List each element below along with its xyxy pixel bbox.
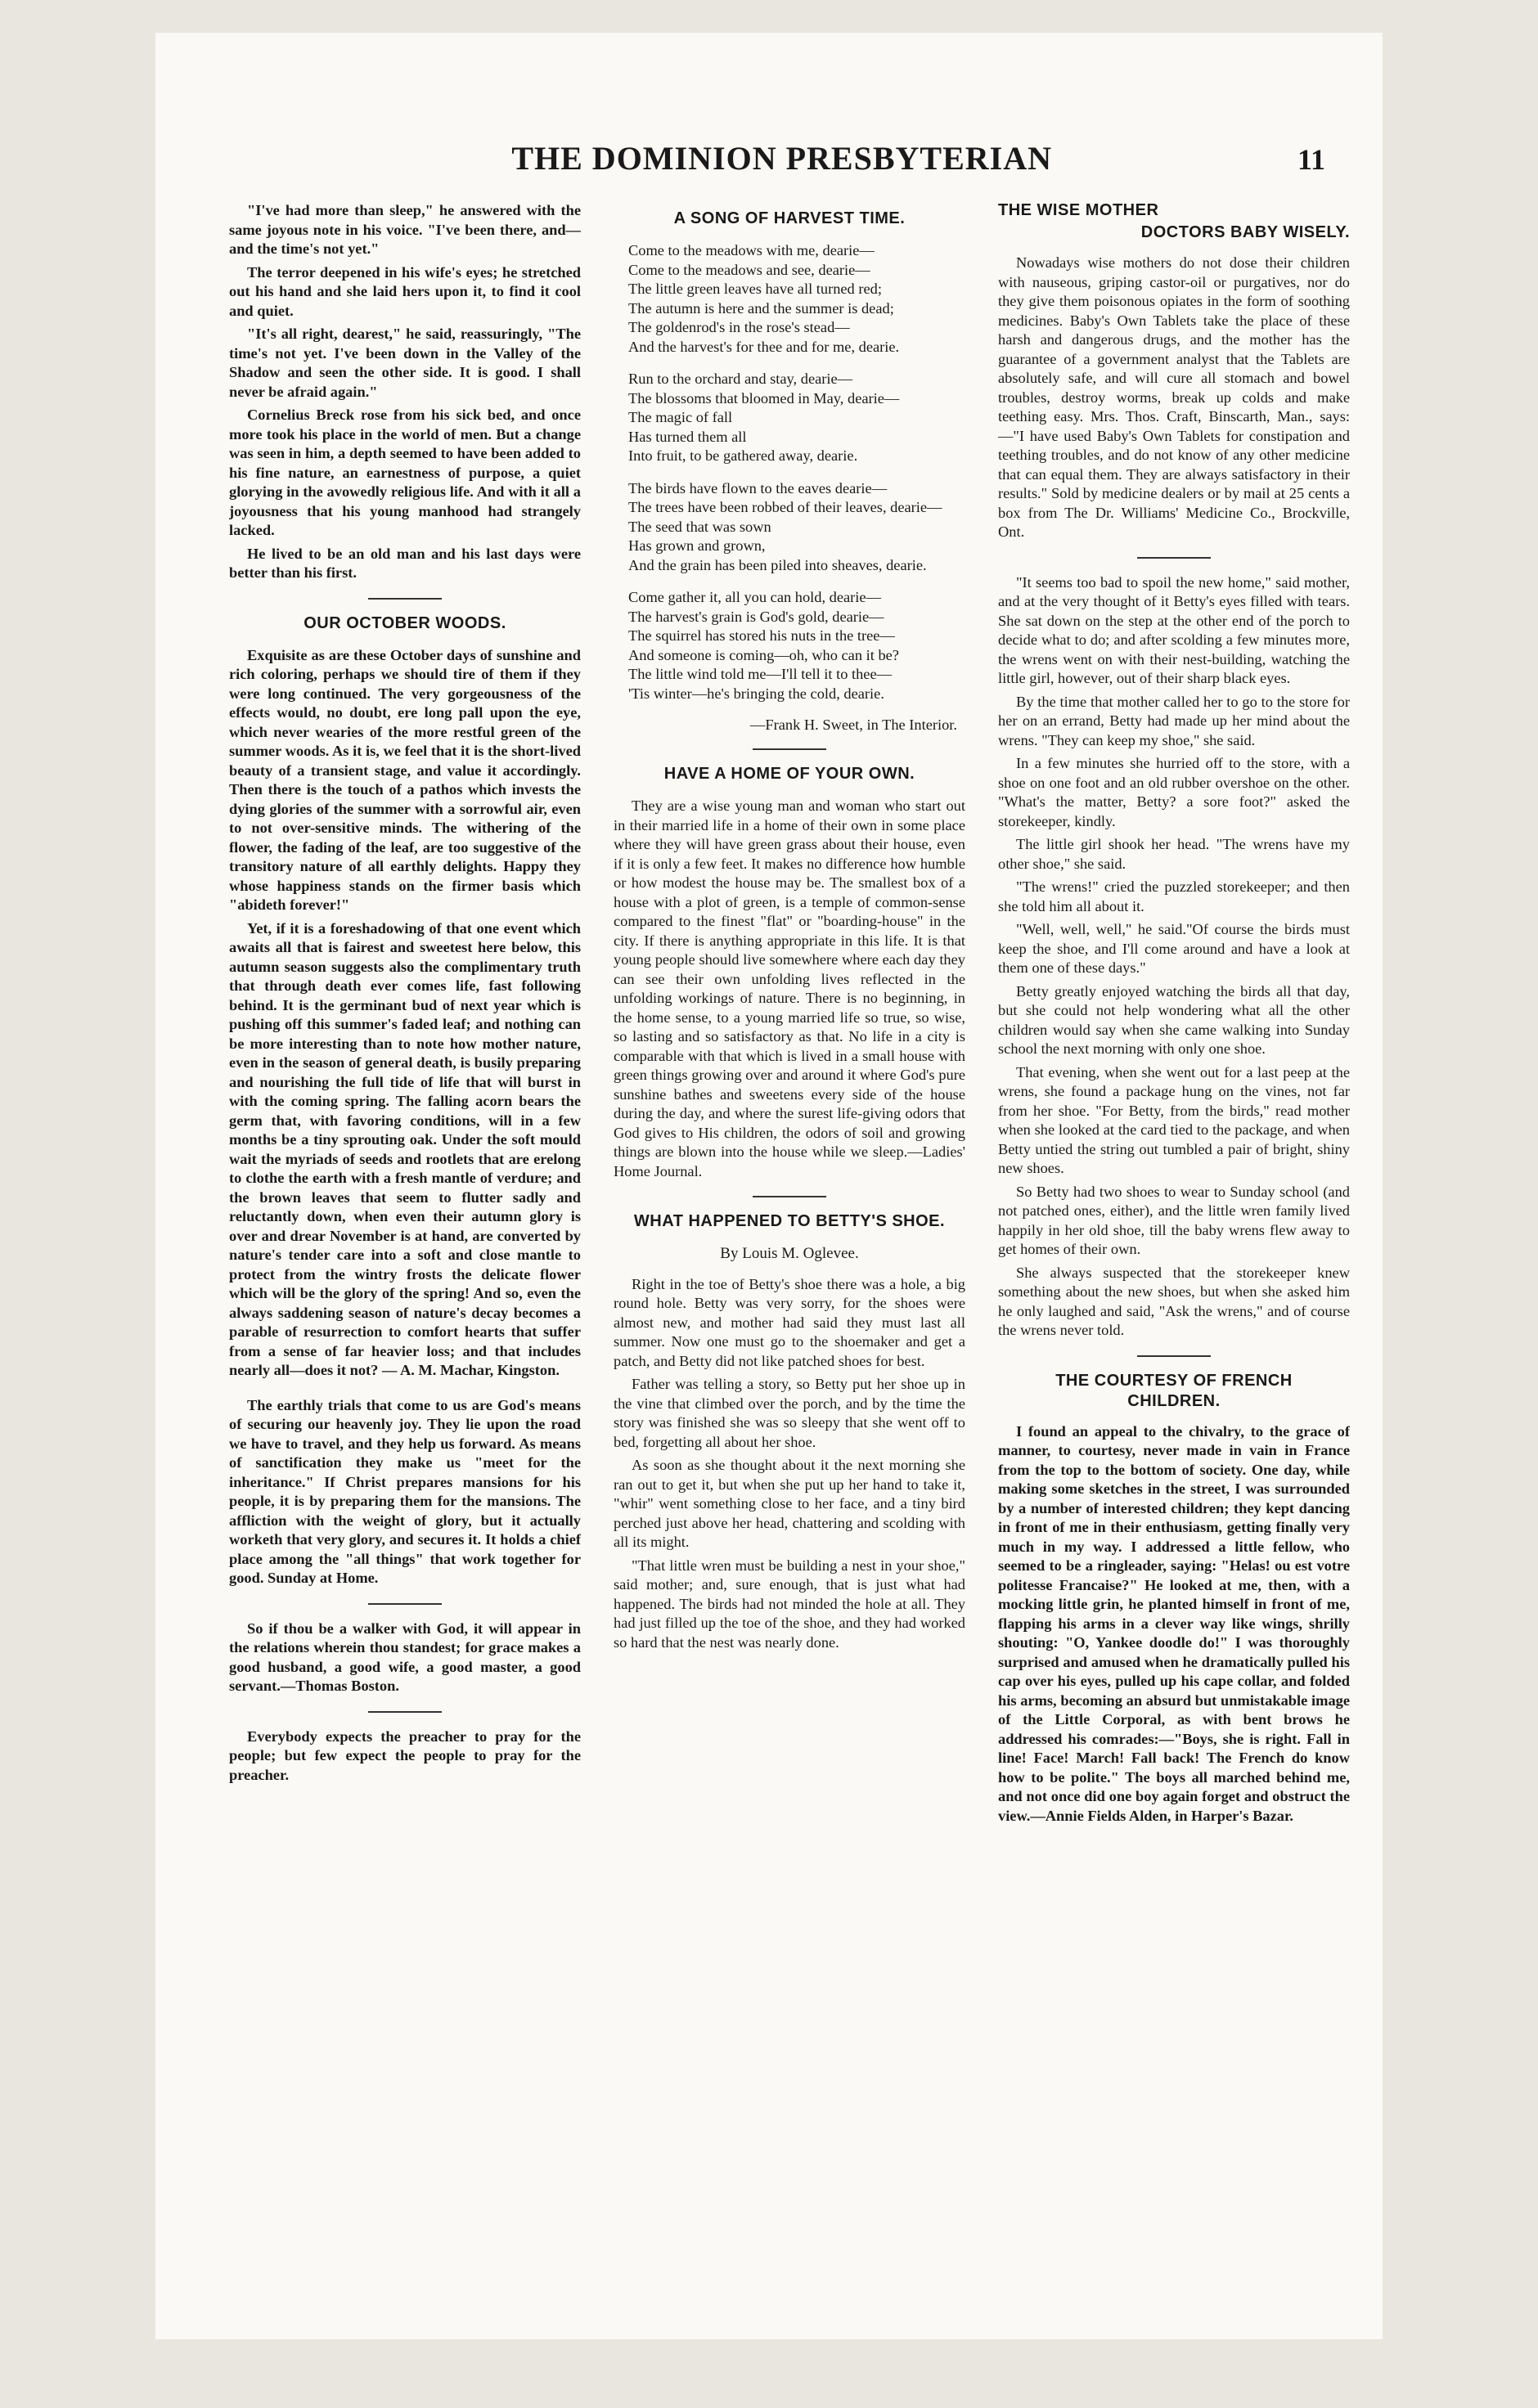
excerpt-paragraph: Everybody expects the preacher to pray for the people; but few expect the people to pray for the preacher. [229,1727,581,1783]
article-heading-harvest-song: A SONG OF HARVEST TIME. [673,209,906,227]
column-2 [614,201,965,1830]
page-number: 11 [1297,143,1325,176]
article-paragraph: I found an appeal to the chivalry, to the grace of manner, to courtesy, never made in vain in France from the top to the bottom of society. One day, while making some sketches in the street, I was surrounded by a number of interested children; they kept dancing in front of me in their enthusiasm, getting finally very much in my way. I addressed a little fellow, who seemed to be a ringleader, saying: "Helas! ou est votre politesse Francaise?" He looked at me, then, with a mocking little grin, he planted himself in front of me, flapping his arms in a clever way like wings, shrilly shouting: "O, Yankee doodle do!" I was thoroughly surprised and amused when he dramatically pulled his cap over his eyes, pulled up his cape collar, and folded his arms, becoming an absurd but unmistakable image of the Little Corporal, as with bent brows he addressed his comrades:—"Boys, she is right. Fall in line! Face! March! Fall back! The French do know how to be polite." The boys all marched behind me, and not once did one boy again forget and obstruct the view.—Annie Fields Alden, in Harper's Bazar. [998,1422,1350,1824]
story-paragraph: Right in the toe of Betty's shoe there was a hole, a big round hole. Betty was very sorry, for the shoes were almost new, and mother had said they must last all summer. Now one must go to the shoemaker and get a patch, and Betty did not like patched shoes for best. [614,1275,965,1369]
article-heading-french-line-2: CHILDREN. [1127,1391,1221,1410]
story-paragraph: She always suspected that the storekeeper knew something about the new shoes, but when she asked him he only laughed and said, "Ask the wrens," and of course the wrens never told. [998,1264,1350,1338]
story-paragraph: The little girl shook her head. "The wrens have my other shoe," she said. [998,836,1350,872]
poem-stanza [614,241,965,357]
poem-line: Come to the meadows with me, dearie— [628,242,875,258]
poem-line: And someone is coming—oh, who can it be? [628,646,899,663]
article-paragraph: Yet, if it is a foreshadowing of that one event which awaits all that is fairest and sweetest here below, this autumn season suggests also the complimentary truth that through death ever comes life, fast following behind. It is the germinant bud of next year which is pushing off this summer's faded leaf; and nothing can be more interesting than to note how mother nature, even in the season of general death, is busily preparing and nourishing the full tide of life that will burst in with the coming spring. The falling acorn bears the germ that, with favoring conditions, will in a few months be a tiny sprouting oak. Under the soft mould wait the myriads of seeds and rootlets that are erelong to clothe the earth with a fresh mantle of verdure; and the brown leaves that seem to flutter sadly and reluctantly down, when even their autumn glory is over and drear November is at hand, are converted by nature's tender care into a soft and close mantle to protect from the wintry frosts the delicate flower which will be the glory of the spring! And so, even the always saddening season of nature's decay becomes a parable of resurrection to comfort hearts that suffer from a sense of far heavier loss; and that includes nearly all—does it not? — A. M. Machar, Kingston. [229,919,581,1378]
poem-line: The squirrel has stored his nuts in the tree— [628,627,895,644]
story-paragraph: He lived to be an old man and his last days were better than his first. [229,545,581,581]
poem-line: Run to the orchard and stay, dearie— [628,371,853,387]
ad-heading-line-2: DOCTORS BABY WISELY. [1140,223,1350,241]
poem-stanza [614,479,965,576]
story-paragraph: The terror deepened in his wife's eyes; he stretched out his hand and she laid hers upon it, to find it cool and quiet. [229,263,581,319]
poem-line: Come to the meadows and see, dearie— [628,261,870,278]
article-byline: By Louis M. Oglevee. [720,1245,859,1262]
story-paragraph: "I've had more than sleep," he answered with the same joyous note in his voice. "I've been there, and—and the time's not yet." [229,202,581,257]
column-3 [998,201,1350,1830]
story-paragraph: That evening, when she went out for a last peep at the wrens, she found a package hung on the vines, not far from her shoe. "For Betty, from the birds," read mother when she looked at the card tied to the package, and when Betty untied the string out tumbled a pair of bright, shiny new shoes. [998,1063,1350,1176]
story-paragraph: "It's all right, dearest," he said, reassuringly, "The time's not yet. I've been down in the Valley of the Shadow and seen the other side. It is good. I shall never be afraid again." [229,326,581,400]
story-paragraph: As soon as she thought about it the next morning she ran out to get it, but when she put up her hand to take it, "whir" went something close to her face, and a tiny bird perched just above her head, chattering and scolding with all its might. [614,1457,965,1550]
article-columns [229,201,1350,1830]
divider [368,1603,442,1605]
story-paragraph: By the time that mother called her to go to the store for her on an errand, Betty had made up her mind about the wrens. "They can keep my shoe," she said. [998,693,1350,748]
divider [368,1711,442,1713]
poem-line: The autumn is here and the summer is dead; [628,299,894,317]
story-paragraph: In a few minutes she hurried off to the store, with a shoe on one foot and an old rubber overshoe on the other. "What's the matter, Betty? a sore foot?" asked the storekeeper, kindly. [998,755,1350,829]
spacer [229,1385,581,1396]
article-heading-home: HAVE A HOME OF YOUR OWN. [663,765,915,783]
story-paragraph: "It seems too bad to spoil the new home," said mother, and at the very thought of it Betty's eyes filled with tears. She sat down on the step at the other end of the porch to decide what to do; and after scolding a few minutes more, the wrens went on with their nest-building, watching the little girl, however, out of their sharp black eyes. [998,573,1350,686]
poem-line: The goldenrod's in the rose's stead— [628,319,850,335]
page-header [229,139,1325,188]
divider [1137,557,1211,559]
story-paragraph: Cornelius Breck rose from his sick bed, and once more took his place in the world of men. But a change was seen in him, a depth seemed to have been added to his fine nature, an earnestness of purpose, a quiet glorying in the avowedly religious life. And with it all a joyousness that his young manhood had strangely lacked. [229,407,581,538]
poem-stanza [614,588,965,703]
poem-line: The trees have been robbed of their leaves, dearie— [628,499,942,515]
poem-line: Has turned them all [628,428,747,445]
story-paragraph: Betty greatly enjoyed watching the birds all that day, but she could not help wondering what all the other children would say when she came walking into Sunday school the next morning with only one shoe. [998,982,1350,1057]
poem-line: The little green leaves have all turned red; [628,281,882,297]
poem-line: The magic of fall [628,409,733,425]
divider [753,748,826,750]
ad-paragraph: Nowadays wise mothers do not dose their children with nauseous, griping castor-oil or purgatives, nor do they give them poisonous opiates in the form of soothing medicines. Baby's Own Tablets take the place of these harsh and dangerous drugs, and the mother has the guarantee of a government analyst that the Tablets are absolutely safe, and will cure all stomach and bowel troubles, destroy worms, break up colds and make teething easy. Mrs. Thos. Craft, Binscarth, Man., says:—"I have used Baby's Own Tablets for constipation and teething troubles, and do not know of any other medicine that can equal them. They are always satisfactory in their results." Sold by medicine dealers or by mail at 25 cents a box from The Dr. Williams' Medicine Co., Brockville, Ont. [998,254,1350,540]
story-paragraph: "Well, well, well," he said."Of course the birds must keep the shoe, and I'll come around and have a look at them one of these days." [998,921,1350,976]
poem-stanza [614,370,965,466]
poem-line: The seed that was sown [628,518,771,535]
publication-title: THE DOMINION PRESBYTERIAN [511,140,1052,177]
poem-line: The birds have flown to the eaves dearie— [628,479,888,496]
article-heading-french-line-1: THE COURTESY OF FRENCH [1055,1371,1293,1390]
column-1 [229,201,581,1830]
poem [614,241,965,734]
poem-line: Come gather it, all you can hold, dearie— [628,589,881,605]
story-paragraph: So Betty had two shoes to wear to Sunday school (and not patched ones, either), and the little wren family lived happily in her old shoe, till the baby wrens flew away to get homes of their own. [998,1183,1350,1257]
poem-line: Into fruit, to be gathered away, dearie. [628,447,858,464]
article-paragraph: They are a wise young man and woman who start out in their married life in a home of their own in some place where they will have green grass about their house, even if it is only a few feet. It makes no difference how humble or how modest the house may be. The smallest box of a house with a plot of green, is a temple of common-sense compared to the finest "flat" or "boarding-house" in the city. If there is anything appropriate in this life. It is that young people should live somewhere where each day they can see their own unfolding lives reflected in the unfolding workings of nature. There is no beginning, in the home sense, to a young married life so true, so wise, so lasting and so satisfactory as that. No life in a city is comparable with that which is lived in a small house with green things growing over and around it where God's pure sunshine bathes and sweetens every side of the house during the day, and where the surest life-giving odors that God gives to His children, the odors of soil and growing things are blown into the house while we sleep.—Ladies' Home Journal. [614,797,965,1179]
poem-line: The little wind told me—I'll tell it to thee— [628,666,893,682]
poem-line: And the grain has been piled into sheaves, dearie. [628,556,927,573]
story-paragraph: "That little wren must be building a nest in your shoe," said mother; and, sure enough, that is just what had happened. The birds had not minded the hole at all. They had just filled up the toe of the shoe, and they had worked so hard that the nest was nearly done. [614,1557,965,1651]
poem-line: The harvest's grain is God's gold, dearie— [628,608,884,625]
poem-line: Has grown and grown, [628,537,766,554]
newspaper-page [155,33,1383,2339]
excerpt-paragraph: The earthly trials that come to us are God's means of securing our heavenly joy. They lie upon the road we have to travel, and they help us forward. As means of sanctification they make us "meet for the inheritance." If Christ prepares mansions for his people, it is by preparing them for the mansions. The affliction with the weight of glory, but it actually worketh that very glory, and secures it. It holds a chief place among the "all things" that work together for good. Sunday at Home. [229,1396,581,1586]
divider [1137,1355,1211,1357]
poem-attribution: —Frank H. Sweet, in The Interior. [750,717,957,733]
poem-line: The blossoms that bloomed in May, dearie— [628,389,900,407]
divider [368,598,442,600]
divider [753,1196,826,1197]
poem-line: 'Tis winter—he's bringing the cold, dearie. [628,685,884,702]
article-heading-october-woods: OUR OCTOBER WOODS. [304,613,506,632]
article-paragraph: Exquisite as are these October days of sunshine and rich coloring, perhaps we should tire of them if they were long continued. The very gorgeousness of the effects would, no doubt, ere long pall upon the eye, which never wearies of the more restful green of the summer woods. As it is, we feel that it is the short-lived beauty of a transient stage, and value it accordingly. Then there is the touch of a pathos which invests the dying glories of the summer with a sorrowful air, even to not over-sensitive minds. The withering of the flower, the fading of the leaf, are too suggestive of the transitory nature of all earthly delights. Happy they whose happiness stands on the firmer basis which "abideth forever!" [229,646,581,913]
ad-heading-line-1: THE WISE MOTHER [998,201,1159,219]
excerpt-paragraph: So if thou be a walker with God, it will appear in the relations wherein thou standest; for grace makes a good husband, a good wife, a good master, a good servant.—Thomas Boston. [229,1620,581,1694]
story-paragraph: Father was telling a story, so Betty put her shoe up in the vine that climbed over the porch, and by the time the story was finished she was so sleepy that she went off to bed, forgetting all about her shoe. [614,1376,965,1450]
article-heading-bettys-shoe: WHAT HAPPENED TO BETTY'S SHOE. [633,1212,946,1230]
poem-line: And the harvest's for thee and for me, dearie. [628,338,900,355]
story-paragraph: "The wrens!" cried the puzzled storekeeper; and then she told him all about it. [998,878,1350,914]
